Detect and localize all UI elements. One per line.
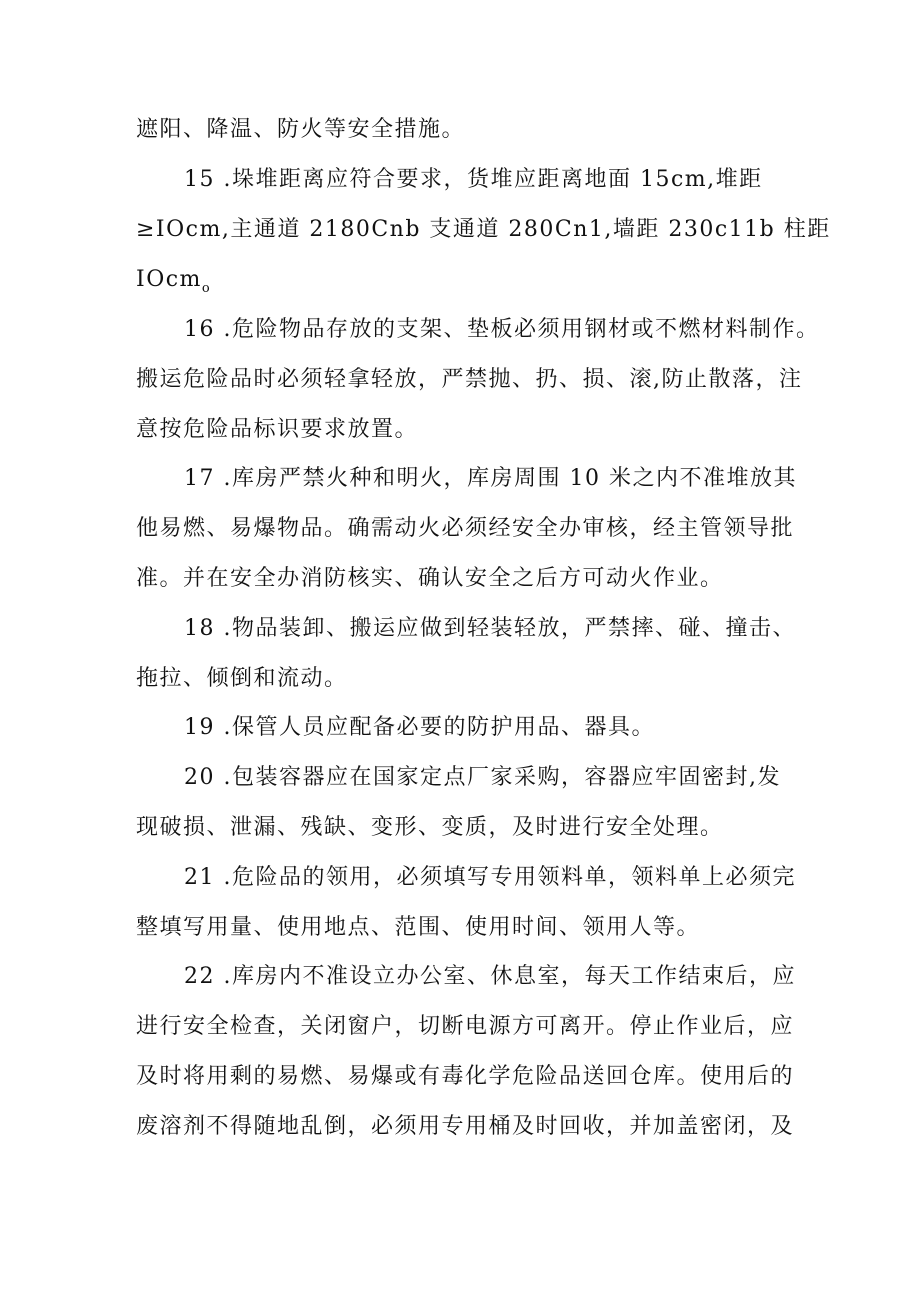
text-line-6: 搬运危险品时必须轻拿轻放，严禁抛、扔、损、滚,防止散落，注 [136,367,803,392]
text-line-9: 他易燃、易爆物品。确需动火必须经安全办审核，经主管领导批 [136,516,795,541]
text-line-3: ≥IOcm,主通道 2180Cnb 支通道 280Cn1,墙距 230c11b 柱距 [136,217,831,242]
text-line-1: 遮阳、降温、防火等安全措施。 [136,117,466,142]
text-line-19: 进行安全检查，关闭窗户，切断电源方可离开。停止作业后，应 [136,1014,795,1039]
text-line-18: 22 .库房内不准设立办公室、休息室，每天工作结束后，应 [184,964,796,989]
text-line-21: 废溶剂不得随地乱倒，必须用专用桶及时回收，并加盖密闭，及 [136,1114,795,1139]
text-line-7: 意按危险品标识要求放置。 [136,417,419,442]
text-line-11: 18 .物品装卸、搬运应做到轻装轻放，严禁摔、碰、撞击、 [184,616,796,641]
text-line-10: 准。并在安全办消防核实、确认安全之后方可动火作业。 [136,566,724,591]
text-line-5: 16 .危险物品存放的支架、垫板必须用钢材或不燃材料制作。 [184,317,820,342]
text-line-8: 17 .库房严禁火种和明火，库房周围 10 米之内不准堆放其 [184,466,797,491]
text-line-4-subscript: o [201,281,212,296]
text-line-13: 19 .保管人员应配备必要的防护用品、器具。 [184,715,655,740]
text-line-20: 及时将用剩的易燃、易爆或有毒化学危险品送回仓库。使用后的 [136,1064,795,1089]
text-line-2: 15 .垛堆距离应符合要求，货堆应距离地面 15cm,堆距 [184,167,763,192]
text-line-15: 现破损、泄漏、残缺、变形、变质，及时进行安全处理。 [136,815,724,840]
text-line-4-main: IOcm [136,267,202,292]
text-line-14: 20 .包装容器应在国家定点厂家采购，容器应牢固密封,发 [184,765,781,790]
text-line-4 [136,265,211,304]
text-line-17: 整填写用量、使用地点、范围、使用时间、领用人等。 [136,915,701,940]
text-line-12: 拖拉、倾倒和流动。 [136,666,348,691]
text-line-16: 21 .危险品的领用，必须填写专用领料单，领料单上必须完 [184,865,796,890]
